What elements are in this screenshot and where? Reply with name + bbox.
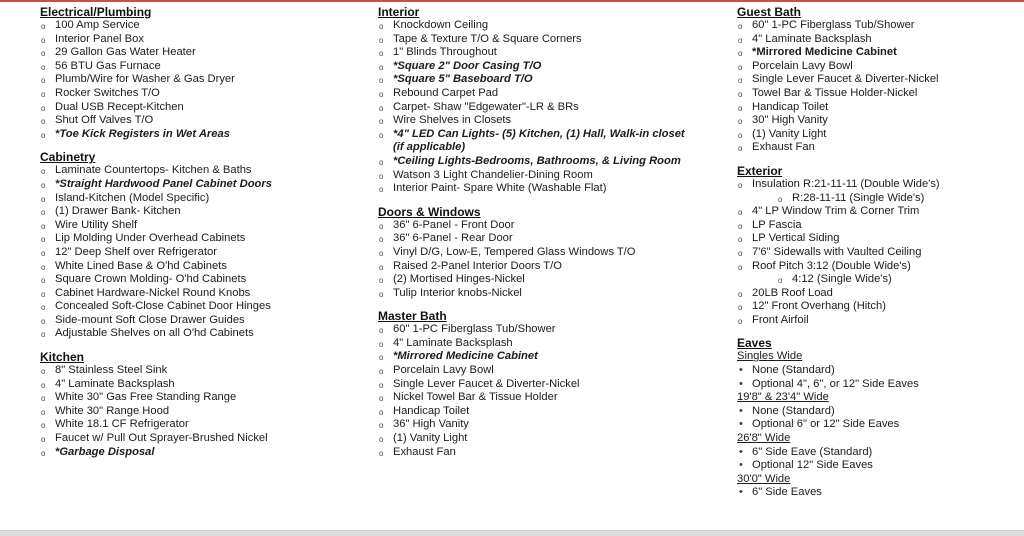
- item-text: Porcelain Lavy Bowl: [393, 364, 494, 377]
- hollow-circle-bullet-icon: o: [41, 421, 46, 431]
- section-title: Doors & Windows: [378, 204, 481, 219]
- item-list: [40, 164, 360, 341]
- section-exterior: [737, 164, 1024, 328]
- list-item: [737, 205, 1024, 219]
- item-text: Tape & Texture T/O & Square Corners: [393, 32, 582, 45]
- list-item: [378, 273, 718, 287]
- hollow-circle-bullet-icon: o: [41, 276, 46, 286]
- item-text: 36" High Vanity: [393, 418, 469, 431]
- item-text: Porcelain Lavy Bowl: [752, 59, 853, 72]
- hollow-circle-bullet-icon: o: [41, 316, 46, 326]
- hollow-circle-bullet-icon: o: [379, 221, 384, 231]
- list-item: [40, 73, 360, 87]
- list-item: [378, 246, 718, 260]
- list-item: [737, 260, 1024, 274]
- list-item: [40, 405, 360, 419]
- list-item: [737, 141, 1024, 155]
- hollow-circle-bullet-icon: o: [41, 194, 46, 204]
- item-text: R:28-11-11 (Single Wide's): [792, 191, 925, 204]
- hollow-circle-bullet-icon: o: [738, 49, 743, 59]
- hollow-circle-bullet-icon: o: [778, 194, 783, 204]
- item-text: 6" Side Eaves: [752, 486, 822, 499]
- hollow-circle-bullet-icon: o: [379, 435, 384, 445]
- item-list: [737, 486, 1024, 500]
- list-item-highlighted: [737, 46, 1024, 60]
- item-text: 4:12 (Single Wide's): [792, 273, 892, 286]
- column-2: [378, 5, 718, 459]
- item-text: (1) Vanity Light: [393, 432, 468, 445]
- item-text: *Ceiling Lights-Bedrooms, Bathrooms, & Living Room: [393, 154, 681, 167]
- list-item: [737, 364, 1024, 378]
- list-item: [737, 19, 1024, 33]
- hollow-circle-bullet-icon: o: [379, 380, 384, 390]
- item-list: [737, 364, 1024, 391]
- hollow-circle-bullet-icon: o: [379, 171, 384, 181]
- item-list: [40, 364, 360, 459]
- hollow-circle-bullet-icon: o: [41, 289, 46, 299]
- list-item: [378, 391, 718, 405]
- item-text: Laminate Countertops- Kitchen & Baths: [55, 164, 252, 177]
- section-title: Guest Bath: [737, 5, 802, 19]
- hollow-circle-bullet-icon: o: [41, 303, 46, 313]
- list-item: [40, 246, 360, 260]
- hollow-circle-bullet-icon: o: [41, 49, 46, 59]
- list-item-highlighted: [378, 155, 718, 169]
- list-item: [378, 323, 718, 337]
- item-text: None (Standard): [752, 404, 835, 417]
- eaves-group-heading: 30'0" Wide: [737, 472, 791, 485]
- item-text: Adjustable Shelves on all O'hd Cabinets: [55, 327, 254, 340]
- item-text: Carpet- Shaw "Edgewater"-LR & BRs: [393, 100, 579, 113]
- item-list: [378, 19, 718, 196]
- item-text: 60" 1-PC Fiberglass Tub/Shower: [393, 323, 556, 336]
- list-item-highlighted: [378, 73, 718, 87]
- hollow-circle-bullet-icon: o: [738, 76, 743, 86]
- solid-dot-bullet-icon: •: [739, 364, 743, 377]
- hollow-circle-bullet-icon: o: [41, 380, 46, 390]
- list-item: [378, 405, 718, 419]
- hollow-circle-bullet-icon: o: [738, 180, 743, 190]
- section-eaves: [737, 336, 1024, 500]
- list-item: [737, 87, 1024, 101]
- item-text: 29 Gallon Gas Water Heater: [55, 46, 196, 59]
- hollow-circle-bullet-icon: o: [41, 180, 46, 190]
- item-text: Handicap Toilet: [752, 100, 829, 113]
- item-text-continuation: (if applicable): [393, 141, 466, 154]
- item-text: Wire Utility Shelf: [55, 218, 138, 231]
- hollow-circle-bullet-icon: o: [379, 326, 384, 336]
- hollow-circle-bullet-icon: o: [379, 353, 384, 363]
- item-text: Rebound Carpet Pad: [393, 86, 499, 99]
- hollow-circle-bullet-icon: o: [379, 289, 384, 299]
- item-text: Shut Off Valves T/O: [55, 114, 154, 127]
- list-item: [737, 33, 1024, 47]
- item-text: 30" High Vanity: [752, 114, 828, 127]
- item-text: Optional 4", 6", or 12" Side Eaves: [752, 377, 919, 390]
- list-item: [737, 314, 1024, 328]
- hollow-circle-bullet-icon: o: [41, 208, 46, 218]
- column-1: [40, 5, 360, 459]
- list-item: [378, 446, 718, 460]
- item-list: [737, 19, 1024, 155]
- hollow-circle-bullet-icon: o: [41, 117, 46, 127]
- solid-dot-bullet-icon: •: [739, 486, 743, 499]
- list-item: [737, 486, 1024, 500]
- list-item: [737, 73, 1024, 87]
- item-text: Dual USB Recept-Kitchen: [55, 100, 184, 113]
- section-doors-windows: [378, 205, 718, 301]
- item-text: Nickel Towel Bar & Tissue Holder: [393, 391, 558, 404]
- list-item: [378, 46, 718, 60]
- item-text: Exhaust Fan: [393, 445, 456, 458]
- list-item: [40, 114, 360, 128]
- item-text: *Mirrored Medicine Cabinet: [752, 46, 897, 59]
- item-text: White Lined Base & O'hd Cabinets: [55, 259, 227, 272]
- hollow-circle-bullet-icon: o: [379, 103, 384, 113]
- item-text: 7'6" Sidewalls with Vaulted Ceiling: [752, 245, 922, 258]
- hollow-circle-bullet-icon: o: [738, 235, 743, 245]
- list-item: [737, 114, 1024, 128]
- hollow-circle-bullet-icon: o: [738, 316, 743, 326]
- list-item: [737, 219, 1024, 233]
- item-text: Concealed Soft-Close Cabinet Door Hinges: [55, 300, 271, 313]
- section-title: Cabinetry: [40, 150, 96, 165]
- item-text: 6" Side Eave (Standard): [752, 445, 873, 458]
- section-master-bath: [378, 309, 718, 459]
- item-list: [378, 219, 718, 301]
- section-guest-bath: [737, 5, 1024, 155]
- list-item: [378, 232, 718, 246]
- item-text: Square Crown Molding- O'hd Cabinets: [55, 273, 247, 286]
- hollow-circle-bullet-icon: o: [738, 22, 743, 31]
- solid-dot-bullet-icon: •: [739, 377, 743, 390]
- section-title: Eaves: [737, 336, 772, 351]
- hollow-circle-bullet-icon: o: [738, 248, 743, 258]
- list-item: [40, 378, 360, 392]
- hollow-circle-bullet-icon: o: [738, 289, 743, 299]
- list-item: [40, 273, 360, 287]
- item-text: 4" Laminate Backsplash: [393, 336, 513, 349]
- list-item: [737, 418, 1024, 432]
- item-text: *Straight Hardwood Panel Cabinet Doors: [55, 177, 272, 190]
- list-item: [378, 219, 718, 233]
- list-item: [40, 287, 360, 301]
- item-text: Handicap Toilet: [393, 404, 470, 417]
- hollow-circle-bullet-icon: o: [379, 130, 384, 140]
- item-text: Towel Bar & Tissue Holder-Nickel: [752, 86, 918, 99]
- list-item: [40, 232, 360, 246]
- list-item: [40, 60, 360, 74]
- hollow-circle-bullet-icon: o: [738, 117, 743, 127]
- item-text: 8" Stainless Steel Sink: [55, 364, 168, 377]
- list-item: [737, 101, 1024, 115]
- item-list: [737, 178, 1024, 328]
- item-text: Optional 12" Side Eaves: [752, 459, 873, 472]
- list-item: [378, 418, 718, 432]
- item-text: Raised 2-Panel Interior Doors T/O: [393, 259, 562, 272]
- hollow-circle-bullet-icon: o: [41, 35, 46, 45]
- item-text: Single Lever Faucet & Diverter-Nickel: [393, 377, 580, 390]
- item-text: Roof Pitch 3:12 (Double Wide's): [752, 259, 911, 272]
- item-text: *Square 5" Baseboard T/O: [393, 73, 533, 86]
- list-item: [737, 178, 1024, 192]
- item-text: Optional 6" or 12" Side Eaves: [752, 418, 900, 431]
- list-item: [378, 169, 718, 183]
- hollow-circle-bullet-icon: o: [41, 22, 46, 31]
- list-item: [378, 364, 718, 378]
- item-list: [40, 19, 360, 141]
- eaves-group-heading: 26'8" Wide: [737, 432, 791, 445]
- hollow-circle-bullet-icon: o: [41, 130, 46, 140]
- hollow-circle-bullet-icon: o: [738, 262, 743, 272]
- section-title: Master Bath: [378, 309, 447, 324]
- hollow-circle-bullet-icon: o: [738, 130, 743, 140]
- hollow-circle-bullet-icon: o: [41, 407, 46, 417]
- hollow-circle-bullet-icon: o: [41, 394, 46, 404]
- item-text: Cabinet Hardware-Nickel Round Knobs: [55, 286, 251, 299]
- list-item-highlighted: [378, 128, 718, 155]
- list-item: [378, 114, 718, 128]
- hollow-circle-bullet-icon: o: [738, 303, 743, 313]
- list-item: [40, 418, 360, 432]
- hollow-circle-bullet-icon: o: [379, 62, 384, 72]
- list-item: [737, 300, 1024, 314]
- hollow-circle-bullet-icon: o: [738, 208, 743, 218]
- eaves-group-heading: 19'8" & 23'4" Wide: [737, 391, 829, 404]
- item-text: Knockdown Ceiling: [393, 19, 489, 31]
- solid-dot-bullet-icon: •: [739, 404, 743, 417]
- item-text: 60" 1-PC Fiberglass Tub/Shower: [752, 19, 915, 31]
- hollow-circle-bullet-icon: o: [41, 367, 46, 377]
- list-item: [40, 432, 360, 446]
- list-item: [40, 205, 360, 219]
- hollow-circle-bullet-icon: o: [738, 35, 743, 45]
- solid-dot-bullet-icon: •: [739, 459, 743, 472]
- item-text: Front Airfoil: [752, 313, 809, 326]
- list-item-highlighted: [378, 60, 718, 74]
- hollow-circle-bullet-icon: o: [41, 103, 46, 113]
- hollow-circle-bullet-icon: o: [738, 221, 743, 231]
- hollow-circle-bullet-icon: o: [41, 248, 46, 258]
- list-item: [378, 287, 718, 301]
- hollow-circle-bullet-icon: o: [41, 435, 46, 445]
- list-item-highlighted: [378, 350, 718, 364]
- section-title: Exterior: [737, 163, 783, 178]
- hollow-circle-bullet-icon: o: [379, 248, 384, 258]
- hollow-circle-bullet-icon: o: [379, 407, 384, 417]
- hollow-circle-bullet-icon: o: [41, 262, 46, 272]
- hollow-circle-bullet-icon: o: [379, 89, 384, 99]
- item-text: 4" Laminate Backsplash: [55, 377, 175, 390]
- list-item: [40, 327, 360, 341]
- item-text: White 30" Range Hood: [55, 404, 170, 417]
- hollow-circle-bullet-icon: o: [379, 262, 384, 272]
- hollow-circle-bullet-icon: o: [379, 276, 384, 286]
- list-subitem: [737, 273, 1024, 287]
- list-item: [737, 232, 1024, 246]
- list-subitem: [737, 192, 1024, 206]
- item-text: White 18.1 CF Refrigerator: [55, 418, 189, 431]
- item-text: 1" Blinds Throughout: [393, 46, 497, 59]
- list-item: [737, 246, 1024, 260]
- list-item: [378, 378, 718, 392]
- hollow-circle-bullet-icon: o: [41, 76, 46, 86]
- item-text: 20LB Roof Load: [752, 286, 833, 299]
- list-item: [40, 192, 360, 206]
- item-text: Insulation R:21-11-11 (Double Wide's): [752, 177, 940, 190]
- section-interior: [378, 5, 718, 196]
- item-text: Single Lever Faucet & Diverter-Nickel: [752, 73, 939, 86]
- section-title: Kitchen: [40, 350, 85, 365]
- list-item: [378, 101, 718, 115]
- column-3: [737, 5, 1024, 500]
- eaves-group-heading: Singles Wide: [737, 350, 803, 363]
- hollow-circle-bullet-icon: o: [41, 235, 46, 245]
- hollow-circle-bullet-icon: o: [778, 276, 783, 286]
- hollow-circle-bullet-icon: o: [379, 185, 384, 195]
- item-text: Tulip Interior knobs-Nickel: [393, 286, 522, 299]
- solid-dot-bullet-icon: •: [739, 445, 743, 458]
- item-text: 36" 6-Panel - Rear Door: [393, 232, 513, 245]
- hollow-circle-bullet-icon: o: [738, 144, 743, 154]
- list-item: [40, 164, 360, 178]
- list-item: [737, 128, 1024, 142]
- hollow-circle-bullet-icon: o: [379, 421, 384, 431]
- item-text: Faucet w/ Pull Out Sprayer-Brushed Nickel: [55, 432, 268, 445]
- item-text: *Toe Kick Registers in Wet Areas: [55, 127, 230, 140]
- hollow-circle-bullet-icon: o: [379, 22, 384, 31]
- section-cabinetry: [40, 150, 360, 341]
- item-text: *Mirrored Medicine Cabinet: [393, 350, 538, 363]
- section-title: Electrical/Plumbing: [40, 5, 152, 19]
- item-text: Lip Molding Under Overhead Cabinets: [55, 232, 246, 245]
- solid-dot-bullet-icon: •: [739, 418, 743, 431]
- item-text: Interior Paint- Spare White (Washable Flat): [393, 182, 607, 195]
- item-text: (2) Mortised Hinges-Nickel: [393, 273, 525, 286]
- list-item: [40, 219, 360, 233]
- item-text: Exhaust Fan: [752, 141, 815, 154]
- hollow-circle-bullet-icon: o: [41, 89, 46, 99]
- section-electrical-plumbing: [40, 5, 360, 141]
- list-item: [378, 87, 718, 101]
- item-text: *4" LED Can Lights- (5) Kitchen, (1) Hall, Walk-in closet: [393, 127, 685, 140]
- list-item: [378, 19, 718, 33]
- hollow-circle-bullet-icon: o: [41, 448, 46, 458]
- section-title: Interior: [378, 5, 420, 19]
- list-item-highlighted: [40, 446, 360, 460]
- item-text: (1) Drawer Bank- Kitchen: [55, 205, 181, 218]
- list-item: [40, 364, 360, 378]
- item-text: Island-Kitchen (Model Specific): [55, 191, 210, 204]
- list-item: [40, 260, 360, 274]
- hollow-circle-bullet-icon: o: [379, 235, 384, 245]
- list-item-highlighted: [40, 128, 360, 142]
- top-rule: [0, 0, 1024, 2]
- hollow-circle-bullet-icon: o: [738, 89, 743, 99]
- list-item: [378, 260, 718, 274]
- hollow-circle-bullet-icon: o: [41, 221, 46, 231]
- hollow-circle-bullet-icon: o: [379, 157, 384, 167]
- item-text: Vinyl D/G, Low-E, Tempered Glass Windows T/O: [393, 245, 636, 258]
- item-text: 4" Laminate Backsplash: [752, 32, 872, 45]
- list-item: [378, 432, 718, 446]
- item-text: (1) Vanity Light: [752, 127, 827, 140]
- item-text: Watson 3 Light Chandelier-Dining Room: [393, 168, 593, 181]
- hollow-circle-bullet-icon: o: [738, 62, 743, 72]
- hollow-circle-bullet-icon: o: [41, 62, 46, 72]
- item-text: 12" Front Overhang (Hitch): [752, 300, 886, 313]
- item-text: Interior Panel Box: [55, 32, 144, 45]
- list-item: [737, 446, 1024, 460]
- item-text: White 30" Gas Free Standing Range: [55, 391, 237, 404]
- item-text: 12" Deep Shelf over Refrigerator: [55, 245, 217, 258]
- item-text: Rocker Switches T/O: [55, 86, 160, 99]
- list-item: [40, 314, 360, 328]
- hollow-circle-bullet-icon: o: [379, 49, 384, 59]
- list-item: [378, 337, 718, 351]
- item-text: None (Standard): [752, 364, 835, 377]
- list-item: [40, 46, 360, 60]
- list-item-highlighted: [40, 178, 360, 192]
- hollow-circle-bullet-icon: o: [379, 76, 384, 86]
- hollow-circle-bullet-icon: o: [379, 448, 384, 458]
- item-text: 4" LP Window Trim & Corner Trim: [752, 205, 920, 218]
- list-item: [378, 33, 718, 47]
- section-kitchen: [40, 350, 360, 459]
- hollow-circle-bullet-icon: o: [379, 339, 384, 349]
- list-item: [40, 391, 360, 405]
- list-item: [737, 60, 1024, 74]
- hollow-circle-bullet-icon: o: [379, 35, 384, 45]
- item-text: 100 Amp Service: [55, 19, 140, 31]
- item-list: [737, 405, 1024, 432]
- item-text: LP Fascia: [752, 218, 802, 231]
- hollow-circle-bullet-icon: o: [41, 330, 46, 340]
- list-item: [40, 101, 360, 115]
- list-item: [737, 459, 1024, 473]
- item-text: Wire Shelves in Closets: [393, 114, 512, 127]
- list-item: [40, 19, 360, 33]
- list-item: [737, 405, 1024, 419]
- hollow-circle-bullet-icon: o: [738, 103, 743, 113]
- bottom-band: [0, 530, 1024, 536]
- list-item: [737, 378, 1024, 392]
- item-list: [378, 323, 718, 459]
- list-item: [737, 287, 1024, 301]
- list-item: [378, 182, 718, 196]
- item-text: *Garbage Disposal: [55, 445, 155, 458]
- hollow-circle-bullet-icon: o: [379, 367, 384, 377]
- item-text: 56 BTU Gas Furnace: [55, 59, 161, 72]
- item-text: *Square 2" Door Casing T/O: [393, 59, 542, 72]
- hollow-circle-bullet-icon: o: [379, 394, 384, 404]
- item-text: 36" 6-Panel - Front Door: [393, 218, 515, 231]
- hollow-circle-bullet-icon: o: [41, 167, 46, 177]
- list-item: [40, 300, 360, 314]
- item-text: Side-mount Soft Close Drawer Guides: [55, 313, 245, 326]
- item-text: LP Vertical Siding: [752, 232, 840, 245]
- list-item: [40, 33, 360, 47]
- hollow-circle-bullet-icon: o: [379, 117, 384, 127]
- item-text: Plumb/Wire for Washer & Gas Dryer: [55, 73, 235, 86]
- item-list: [737, 446, 1024, 473]
- list-item: [40, 87, 360, 101]
